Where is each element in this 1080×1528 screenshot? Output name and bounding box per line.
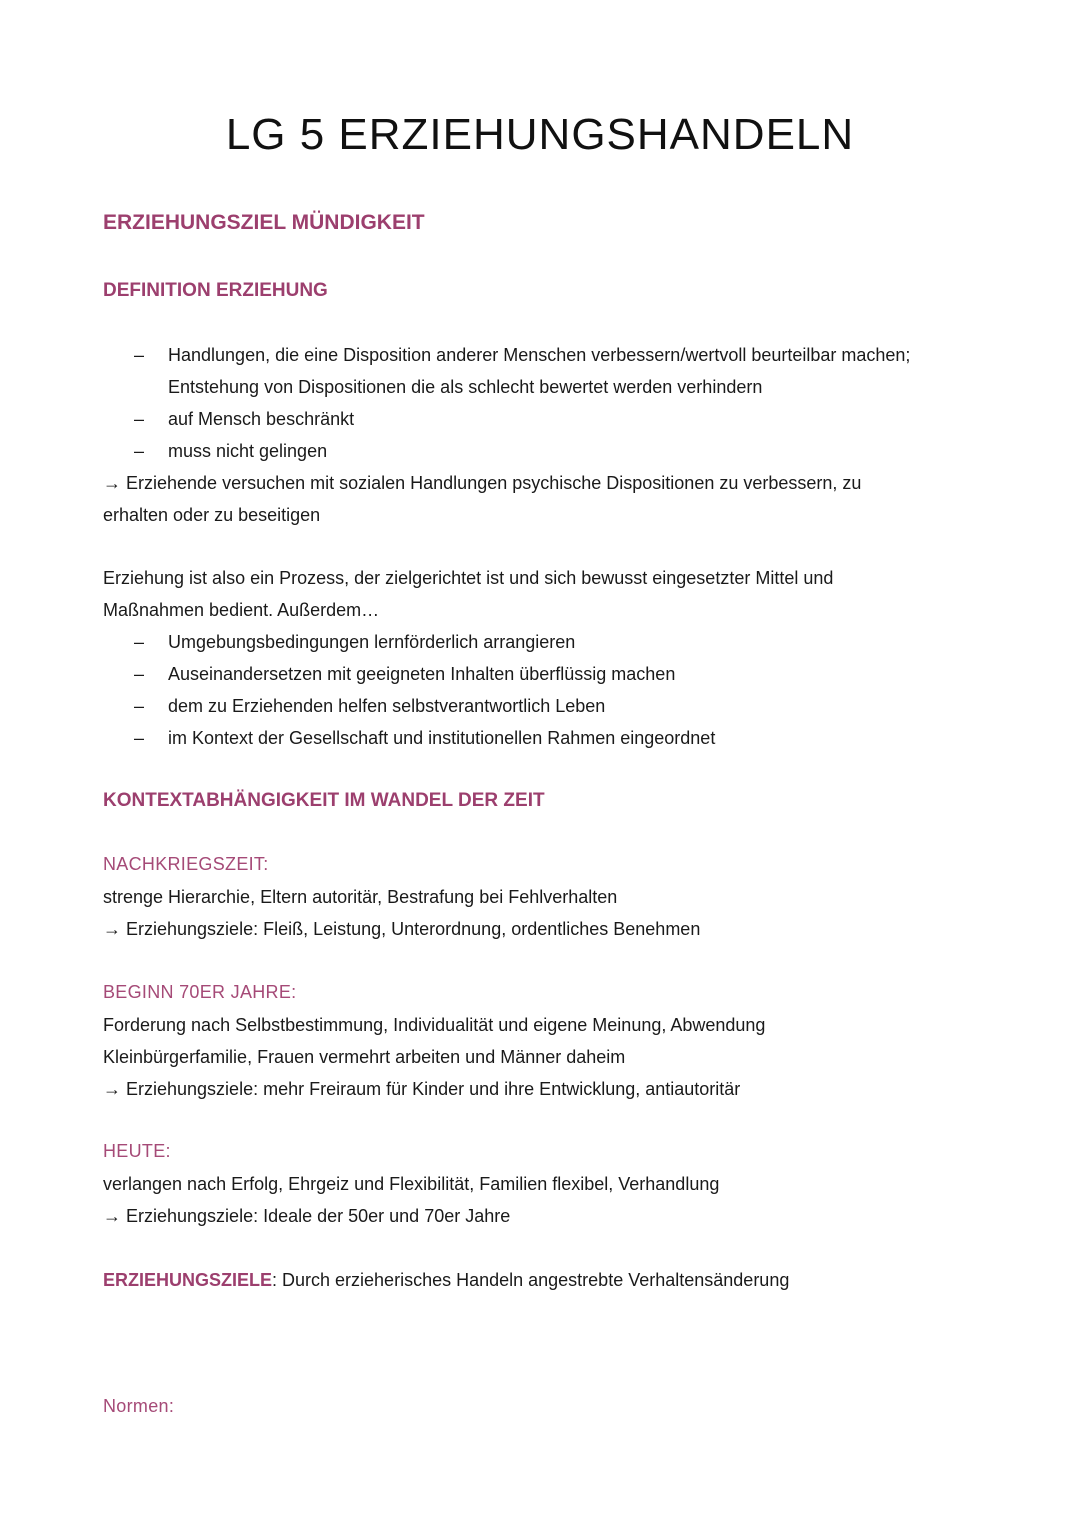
period-text-line: strenge Hierarchie, Eltern autoritär, Bestrafung bei Fehlverhalten — [103, 887, 618, 907]
list-item-text: im Kontext der Gesellschaft und institutionellen Rahmen eingeordnet — [168, 728, 716, 748]
normen-label: Normen: — [103, 1396, 175, 1416]
erziehungsziele-definition — [103, 1264, 789, 1296]
period-text-line: → Erziehungsziele: mehr Freiraum für Kinder und ihre Entwicklung, antiautoritär — [103, 1079, 741, 1099]
list-item — [134, 403, 934, 435]
list-item — [134, 339, 934, 403]
list-item — [134, 722, 934, 754]
list-item — [134, 435, 934, 467]
paragraph-line: Erziehung ist also ein Prozess, der zielgerichtet ist und sich bewusst eingesetzter Mittel und — [103, 568, 834, 588]
bullet-dash: – — [134, 728, 145, 748]
erziehungsziele-term: ERZIEHUNGSZIELE — [103, 1270, 273, 1290]
list-item-text: Auseinandersetzen mit geeigneten Inhalten überflüssig machen — [168, 664, 676, 684]
period-text-line: → Erziehungsziele: Fleiß, Leistung, Unterordnung, ordentliches Benehmen — [103, 919, 701, 939]
page-title: LG 5 ERZIEHUNGSHANDELN — [225, 110, 855, 159]
period-text-line: verlangen nach Erfolg, Ehrgeiz und Flexibilität, Familien flexibel, Verhandlung — [103, 1174, 720, 1194]
subheading-kontextabhaengigkeit: KONTEXTABHÄNGIGKEIT IM WANDEL DER ZEIT — [103, 790, 545, 811]
list-item — [134, 658, 934, 690]
list-item-text: dem zu Erziehenden helfen selbstverantwortlich Leben — [168, 696, 606, 716]
bullet-dash: – — [134, 664, 145, 684]
list-item-text: auf Mensch beschränkt — [168, 409, 355, 429]
bullet-dash: – — [134, 632, 145, 652]
bullet-dash: – — [134, 345, 145, 365]
subheading-definition-erziehung: DEFINITION ERZIEHUNG — [103, 280, 328, 301]
list-item-text: Umgebungsbedingungen lernförderlich arrangieren — [168, 632, 576, 652]
list-item-text: muss nicht gelingen — [168, 441, 328, 461]
bullet-dash: – — [134, 409, 145, 429]
arrow-conclusion-line: erhalten oder zu beseitigen — [103, 505, 321, 525]
list-item — [134, 626, 934, 658]
erziehungsziele-text: : Durch erzieherisches Handeln angestrebte Verhaltensänderung — [272, 1270, 790, 1290]
period-label-heute: HEUTE: — [103, 1141, 171, 1161]
bullet-dash: – — [134, 696, 145, 716]
arrow-conclusion-line: → Erziehende versuchen mit sozialen Handlungen psychische Dispositionen zu verbessern, zu — [103, 473, 862, 493]
paragraph-line: Maßnahmen bedient. Außerdem… — [103, 600, 380, 620]
period-text-line: Kleinbürgerfamilie, Frauen vermehrt arbeiten und Männer daheim — [103, 1047, 626, 1067]
period-text-line: Forderung nach Selbstbestimmung, Individualität und eigene Meinung, Abwendung — [103, 1015, 766, 1035]
period-label-nachkriegszeit: NACHKRIEGSZEIT: — [103, 854, 269, 874]
section-heading-muendigkeit: ERZIEHUNGSZIEL MÜNDIGKEIT — [103, 211, 425, 234]
period-label-70er: BEGINN 70ER JAHRE: — [103, 982, 297, 1002]
bullet-dash: – — [134, 441, 145, 461]
period-text-line: → Erziehungsziele: Ideale der 50er und 70er Jahre — [103, 1206, 511, 1226]
list-item — [134, 690, 934, 722]
list-item-text: Handlungen, die eine Disposition anderer Menschen verbessern/wertvoll beurteilbar machen; Entstehung von Dispositionen die als schlecht bewertet werden verhindern — [168, 345, 911, 397]
